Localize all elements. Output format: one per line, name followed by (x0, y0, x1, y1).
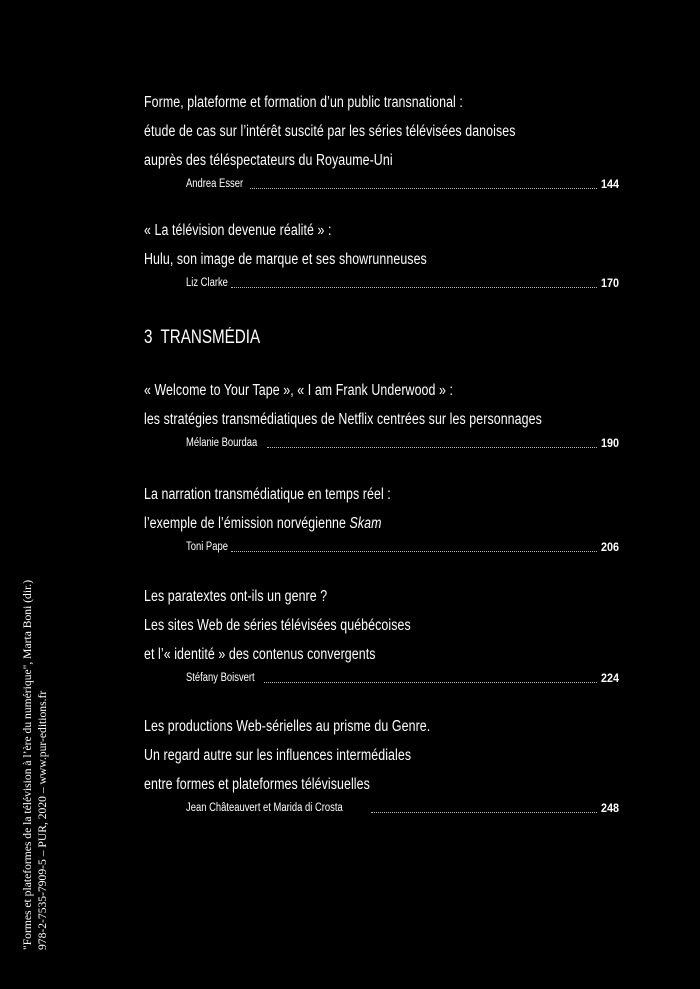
entry-meta (186, 538, 619, 556)
entry-author: Jean Châteauvert et Marida di Crosta (186, 802, 343, 814)
entry-author: Toni Pape (186, 541, 228, 553)
title-line: entre formes et plateformes télévisuelles (144, 776, 370, 793)
entry-title (144, 582, 524, 669)
citation-line: 978-2-7535-7909-5 – PUR, 2020 – www.pur-editions.fr (36, 690, 49, 950)
entry-meta (186, 175, 619, 193)
title-text: l’exemple de l’émission norvégienne (144, 515, 346, 532)
section-number: 3 (144, 327, 153, 348)
toc-entry[interactable] (144, 712, 619, 817)
entry-meta (186, 434, 619, 452)
entry-title (144, 376, 542, 434)
section-title: TRANSMÉDIA (160, 327, 261, 348)
entry-title (144, 712, 524, 799)
title-line: La narration transmédiatique en temps réel : (144, 486, 391, 503)
title-line: et l’« identité » des contenus convergents (144, 646, 376, 663)
vertical-citation (20, 440, 100, 950)
entry-author: Liz Clarke (186, 277, 228, 289)
entry-author: Stéfany Boisvert (186, 672, 255, 684)
toc-entry[interactable] (144, 88, 619, 193)
citation-text (20, 440, 50, 950)
entry-author: Andrea Esser (186, 178, 244, 190)
dot-leader (264, 682, 597, 683)
citation-line: "Formes et plateformes de la télévision à l’ère du numérique", Marta Boni (dir.) (21, 579, 34, 950)
toc-entry[interactable] (144, 582, 619, 687)
entry-title (144, 216, 524, 274)
dot-leader (231, 287, 597, 288)
dot-leader (250, 188, 597, 189)
toc-entry[interactable] (144, 480, 619, 556)
title-line: Les paratextes ont-ils un genre ? (144, 588, 328, 605)
dot-leader (267, 447, 597, 448)
toc-entry[interactable] (144, 376, 619, 452)
title-line: « Welcome to Your Tape », « I am Frank Underwood » : (144, 382, 454, 399)
entry-page-number: 248 (600, 801, 619, 815)
title-line: auprès des téléspectateurs du Royaume-Uni (144, 152, 393, 169)
title-line: Hulu, son image de marque et ses showrunneuses (144, 251, 427, 268)
title-line: Les productions Web-sérielles au prisme du Genre. (144, 718, 431, 735)
entry-meta (186, 799, 619, 817)
entry-meta (186, 274, 619, 292)
entry-author: Mélanie Bourdaa (186, 437, 258, 449)
title-line: « La télévision devenue réalité » : (144, 222, 332, 239)
entry-page-number: 190 (600, 436, 619, 450)
section-heading (144, 326, 260, 350)
entry-title (144, 480, 524, 538)
entry-page-number: 206 (600, 540, 619, 554)
entry-page-number: 144 (600, 177, 619, 191)
toc-entry[interactable] (144, 216, 619, 292)
dot-leader (231, 551, 597, 552)
entry-page-number: 170 (600, 276, 619, 290)
title-line (144, 509, 524, 538)
entry-meta (186, 669, 619, 687)
dot-leader (371, 812, 597, 813)
title-italic: Skam (349, 515, 382, 532)
title-line: Les sites Web de séries télévisées québécoises (144, 617, 411, 634)
title-line: les stratégies transmédiatiques de Netflix centrées sur les personnages (144, 411, 542, 428)
title-line: Un regard autre sur les influences intermédiales (144, 747, 412, 764)
entry-page-number: 224 (600, 671, 619, 685)
entry-title (144, 88, 524, 175)
title-line: Forme, plateforme et formation d’un public transnational : (144, 94, 463, 111)
title-line: étude de cas sur l’intérêt suscité par les séries télévisées danoises (144, 123, 516, 140)
